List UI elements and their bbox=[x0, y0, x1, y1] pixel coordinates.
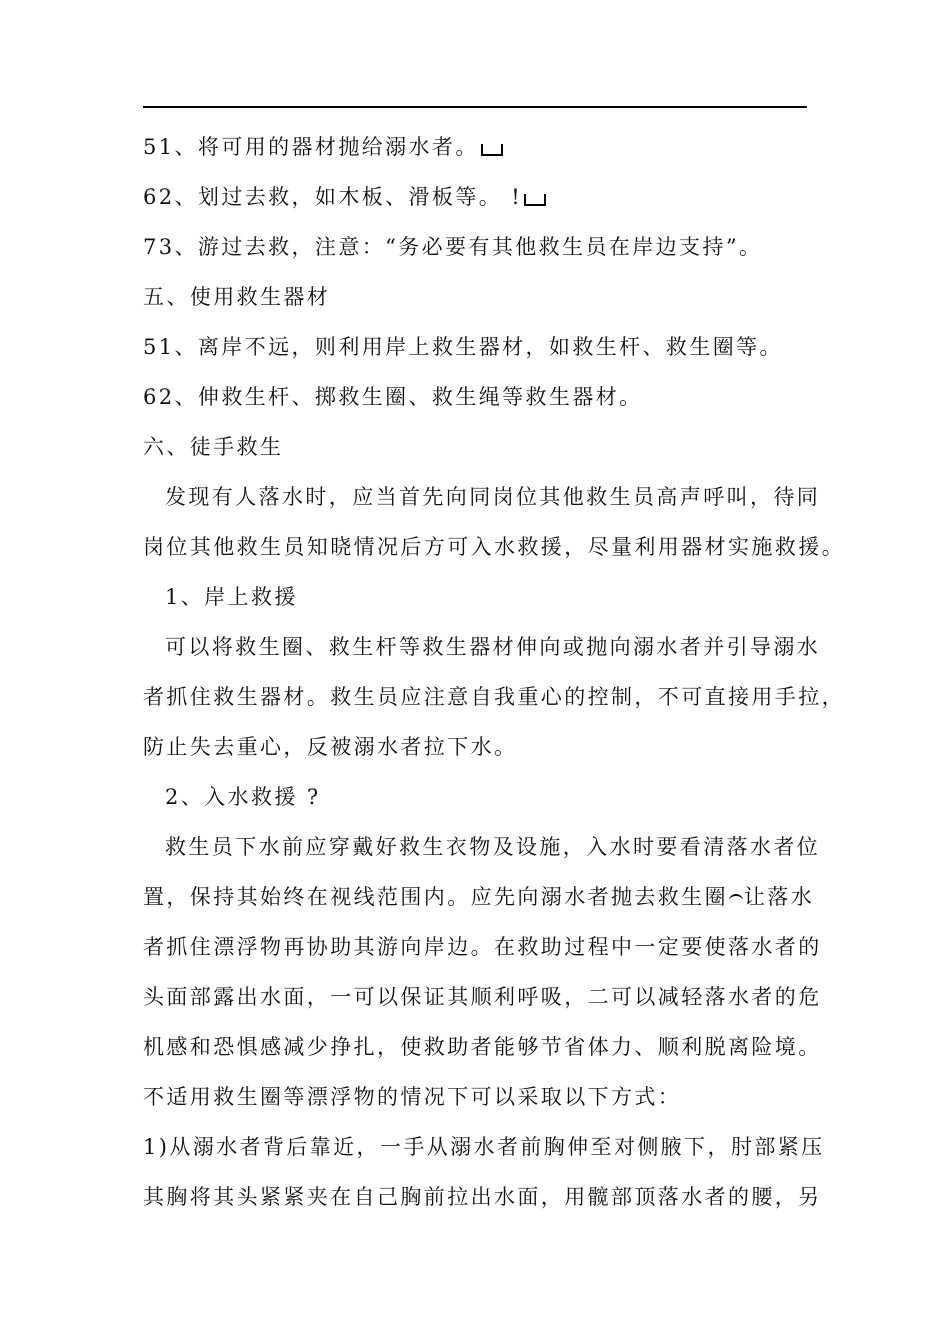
line-text: 岗位其他救生员知晓情况后方可入水救援，尽量利用器材实施救援。 bbox=[143, 535, 845, 559]
text-line bbox=[143, 333, 833, 361]
subheading-text: 2、入水救援 ? bbox=[165, 785, 321, 809]
text-line bbox=[143, 183, 833, 211]
text-line bbox=[143, 383, 833, 411]
underscore-mark-icon bbox=[481, 144, 503, 156]
top-rule bbox=[143, 106, 807, 108]
paragraph-line bbox=[143, 1133, 833, 1161]
subheading-text: 1、岸上救援 bbox=[165, 585, 298, 609]
paragraph-line bbox=[143, 1183, 833, 1211]
line-text: 防止失去重心，反被溺水者拉下水。 bbox=[143, 735, 518, 759]
line-text: 可以将救生圈、救生杆等救生器材伸向或抛向溺水者并引导溺水 bbox=[165, 635, 821, 659]
paragraph-line bbox=[143, 683, 845, 711]
paragraph-line bbox=[143, 883, 833, 911]
paragraph-line bbox=[143, 533, 845, 561]
text-line bbox=[143, 233, 833, 261]
line-text: 发现有人落水时，应当首先向同岗位其他救生员高声呼叫，待同 bbox=[165, 485, 821, 509]
paragraph-line bbox=[143, 733, 833, 761]
text-line bbox=[143, 133, 833, 161]
line-text: 头面部露出水面，一可以保证其顺利呼吸，二可以减轻落水者的危 bbox=[143, 985, 822, 1009]
line-text: 51、离岸不远，则利用岸上救生器材，如救生杆、救生圈等。 bbox=[143, 335, 783, 359]
heading-text: 五、使用救生器材 bbox=[143, 285, 331, 309]
line-text: 者抓住漂浮物再协助其游向岸边。在救助过程中一定要使落水者的 bbox=[143, 935, 822, 959]
paragraph-line bbox=[165, 483, 855, 511]
line-text: 51、将可用的器材抛给溺水者。 bbox=[143, 135, 479, 159]
cap-mark-icon bbox=[729, 894, 743, 902]
line-text: 机感和恐惧感减少挣扎，使救助者能够节省体力、顺利脱离险境。 bbox=[143, 1035, 822, 1059]
heading-text: 六、徒手救生 bbox=[143, 435, 284, 459]
paragraph-line bbox=[165, 833, 855, 861]
paragraph-line bbox=[165, 633, 855, 661]
line-text: 者抓住救生器材。救生员应注意自我重心的控制，不可直接用手拉， bbox=[143, 685, 845, 709]
paragraph-line bbox=[143, 1083, 833, 1111]
paragraph-line bbox=[143, 1033, 833, 1061]
paragraph-line bbox=[143, 983, 833, 1011]
section-heading bbox=[143, 283, 833, 311]
paragraph-line bbox=[143, 933, 833, 961]
line-text: 62、划过去救，如木板、滑板等。 ! bbox=[143, 185, 523, 209]
line-text: 73、游过去救，注意：“务必要有其他救生员在岸边支持”。 bbox=[143, 235, 763, 259]
line-text: 不适用救生圈等漂浮物的情况下可以采取以下方式： bbox=[143, 1085, 682, 1109]
line-text: 置，保持其始终在视线范围内。应先向溺水者抛去救生圈 bbox=[143, 885, 728, 909]
line-text-continued: 让落水 bbox=[744, 885, 815, 909]
underscore-mark-icon bbox=[524, 194, 546, 206]
section-heading bbox=[143, 433, 833, 461]
subheading bbox=[165, 783, 855, 811]
line-text: 其胸将其头紧紧夹在自己胸前拉出水面，用髋部顶落水者的腰，另 bbox=[143, 1185, 822, 1209]
line-text: 1)从溺水者背后靠近，一手从溺水者前胸伸至对侧腋下，肘部紧压 bbox=[143, 1135, 825, 1159]
line-text: 62、伸救生杆、掷救生圈、救生绳等救生器材。 bbox=[143, 385, 643, 409]
line-text: 救生员下水前应穿戴好救生衣物及设施，入水时要看清落水者位 bbox=[165, 835, 821, 859]
subheading bbox=[165, 583, 855, 611]
